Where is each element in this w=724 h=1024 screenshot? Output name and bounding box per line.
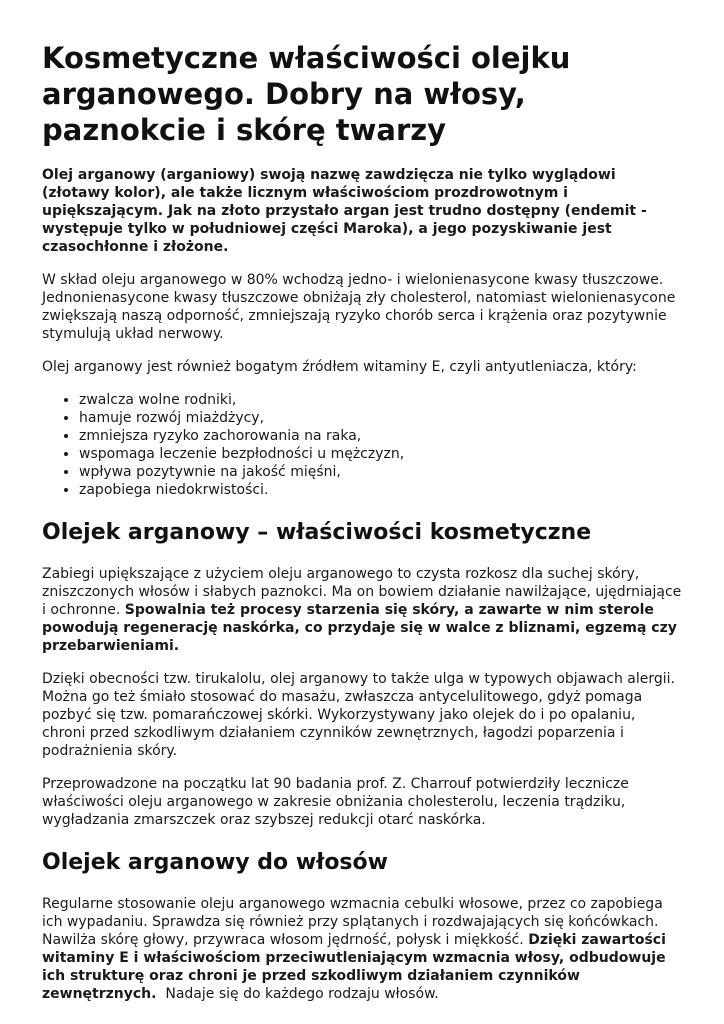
paragraph-allergy: Dzięki obecności tzw. tirukalolu, olej arganowy to także ulga w typowych objawach alergii. Można go też śmiało stosować do masażu, zwłaszcza antycelulitowego, gdyż pomaga pozbyć się tzw. pomarańczowej skórki. Wykorzystywany jako olejek do i po opalaniu, chroni przed szkodliwym działaniem czynników zewnętrznych, łagodzi poparzenia i podrażnienia skóry. bbox=[42, 671, 676, 759]
list-item: • zapobiega niedokrwistości. bbox=[79, 481, 682, 499]
section-heading-cosmetic: Olejek arganowy – właściwości kosmetyczne bbox=[42, 520, 592, 545]
list-item: • wspomaga leczenie bezpłodności u mężczyzn, bbox=[79, 445, 682, 463]
list-item: • zwalcza wolne rodniki, bbox=[79, 391, 682, 409]
paragraph-bold-text: Dzięki zawartości witaminy E i właściwościom przeciwutleniającym wzmacnia włosy, odbudowuje ich strukturę oraz chroni je przed szkodliwym działaniem czynników zewnętrznych. bbox=[42, 932, 666, 1002]
vitamin-e-benefits-list bbox=[42, 391, 682, 499]
paragraph-cosmetic-intro bbox=[42, 565, 682, 655]
paragraph-research: Przeprowadzone na początku lat 90 badania prof. Z. Charrouf potwierdziły lecznicze właściwości oleju arganowego w zakresie obniżania cholesterolu, leczenia trądziku, wygładzania zmarszczek oraz szybszej redukcji otarć naskórka. bbox=[42, 776, 629, 828]
paragraph-tail-text: Nadaje się do każdego rodzaju włosów. bbox=[156, 986, 439, 1002]
paragraph-hair bbox=[42, 895, 682, 1003]
paragraph-text: Regularne stosowanie oleju arganowego wzmacnia cebulki włosowe, przez co zapobiega ich wypadaniu. Sprawdza się również przy splątanych i rozdwajających się końcówkach. Nawilża skórę głowy, przywraca włosom jędrność, połysk i miękkość. bbox=[42, 896, 663, 948]
section-heading-hair: Olejek arganowy do włosów bbox=[42, 850, 388, 875]
paragraph-bold-text: Spowalnia też procesy starzenia się skóry, a zawarte w nim sterole powodują regenerację naskórka, co przydaje się w walce z bliznami, egzemą czy przebarwieniami. bbox=[42, 602, 677, 654]
list-item: • hamuje rozwój miażdżycy, bbox=[79, 409, 682, 427]
paragraph-vitamin-e: Olej arganowy jest również bogatym źródłem witaminy E, czyli antyutleniacza, który: bbox=[42, 359, 637, 375]
paragraph-text: Zabiegi upiększające z użyciem oleju arganowego to czysta rozkosz dla suchej skóry, zniszczonych włosów i słabych paznokci. Ma on bowiem działanie nawilżające, ujędrniające i ochronne. bbox=[42, 566, 682, 618]
list-item: • wpływa pozytywnie na jakość mięśni, bbox=[79, 463, 682, 481]
lead-paragraph: Olej arganowy (arganiowy) swoją nazwę zawdzięcza nie tylko wyglądowi (złotawy kolor), ale także licznym właściwościom prozdrowotnym i upiększającym. Jak na złoto przystało argan jest trudno dostępny (endemit - występuje tylko w południowej części Maroka), a jego pozyskiwanie jest czasochłonne i złożone. bbox=[42, 167, 647, 255]
list-item: • zmniejsza ryzyko zachorowania na raka, bbox=[79, 427, 682, 445]
page-title: Kosmetyczne właściwości olejku arganowego. Dobry na włosy, paznokcie i skórę twarzy bbox=[42, 41, 571, 147]
paragraph-fatty-acids: W skład oleju arganowego w 80% wchodzą jedno- i wielonienasycone kwasy tłuszczowe. Jednonienasycone kwasy tłuszczowe obniżają zły cholesterol, natomiast wielonienasycone zwiększają naszą odporność, zmniejszają ryzyko chorób serca i krążenia oraz pozytywnie stymulują układ nerwowy. bbox=[42, 272, 676, 342]
